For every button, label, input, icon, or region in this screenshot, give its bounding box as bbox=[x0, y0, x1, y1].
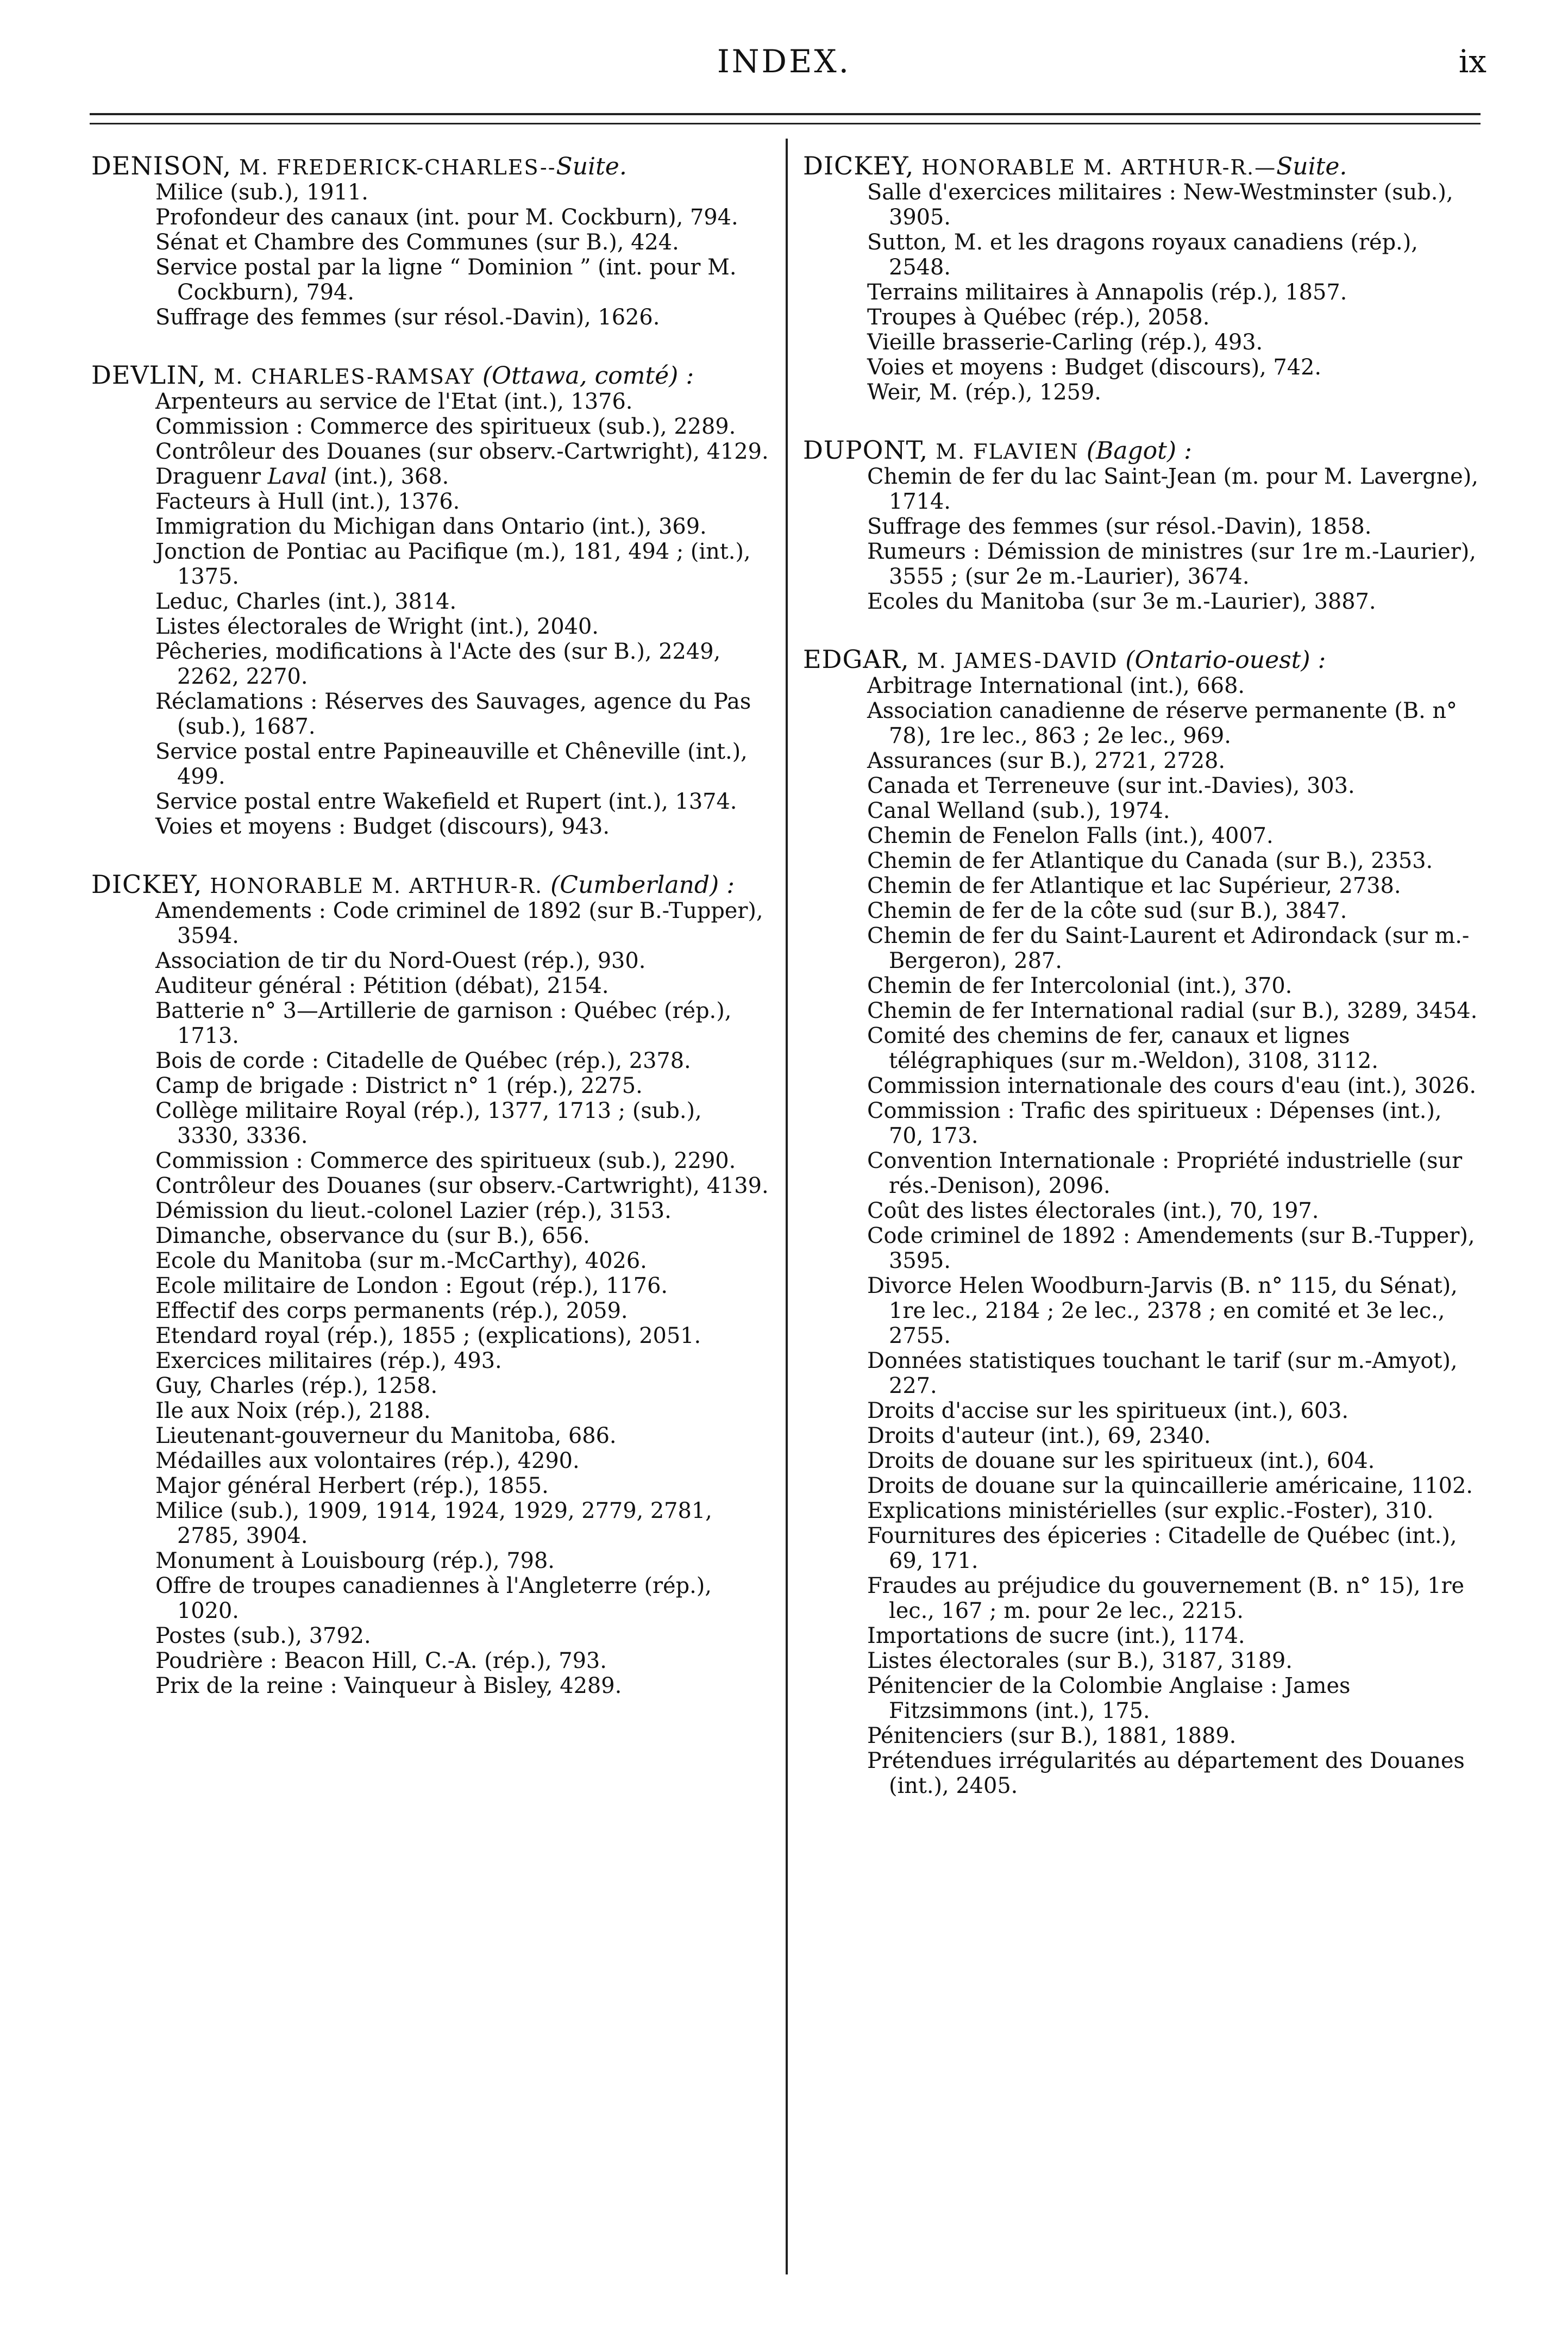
header-rule-top bbox=[90, 113, 1481, 115]
index-item: Fraudes au préjudice du gouvernement (B. n° 15), 1re lec., 167 ; m. pour 2e lec., 2215. bbox=[867, 1573, 1465, 1623]
index-item: Association canadienne de réserve permanente (B. n° 78), 1re lec., 863 ; 2e lec., 969. bbox=[867, 698, 1457, 748]
index-item: Voies et moyens : Budget (discours), 943. bbox=[155, 814, 610, 839]
entry-title: M. CHARLES-RAMSAY bbox=[214, 365, 475, 389]
index-item: Démission du lieut.-colonel Lazier (rép.), 3153. bbox=[155, 1198, 672, 1223]
index-item: Immigration du Michigan dans Ontario (int.), 369. bbox=[155, 514, 707, 539]
index-item: Auditeur général : Pétition (débat), 2154. bbox=[155, 973, 609, 998]
index-item: Ecole du Manitoba (sur m.-McCarthy), 4026. bbox=[155, 1248, 647, 1273]
index-item: Listes électorales (sur B.), 3187, 3189. bbox=[867, 1648, 1293, 1673]
entry-name: DICKEY, bbox=[91, 870, 203, 899]
index-item: Commission : Commerce des spiritueux (sub.), 2290. bbox=[155, 1148, 736, 1173]
index-item: Contrôleur des Douanes (sur observ.-Cartwright), 4129. bbox=[155, 439, 769, 464]
index-item: Chemin de fer du lac Saint-Jean (m. pour M. Lavergne), 1714. bbox=[867, 464, 1478, 514]
index-item: Importations de sucre (int.), 1174. bbox=[867, 1623, 1245, 1648]
index-item: Droits de douane sur la quincaillerie américaine, 1102. bbox=[867, 1473, 1473, 1498]
entry-riding: (Ottawa, comté) : bbox=[482, 362, 694, 390]
index-item: Médailles aux volontaires (rép.), 4290. bbox=[155, 1448, 580, 1473]
index-item: Collège militaire Royal (rép.), 1377, 1713 ; (sub.), 3330, 3336. bbox=[155, 1098, 702, 1148]
index-item: Suffrage des femmes (sur résol.-Davin), 1626. bbox=[155, 305, 660, 330]
index-item: Chemin de fer Atlantique et lac Supérieur, 2738. bbox=[867, 873, 1401, 898]
index-item: Suffrage des femmes (sur résol.-Davin), 1858. bbox=[867, 514, 1372, 539]
entry-title: M. FLAVIEN bbox=[936, 440, 1079, 464]
index-item: Droits de douane sur les spiritueux (int.), 604. bbox=[867, 1448, 1375, 1473]
index-item: Ile aux Noix (rép.), 2188. bbox=[155, 1398, 431, 1423]
entry-title: M. FREDERICK-CHARLES-- bbox=[239, 155, 556, 179]
entry-riding: (Bagot) : bbox=[1086, 437, 1192, 465]
entry-heading bbox=[803, 153, 1482, 180]
index-item: Droits d'accise sur les spiritueux (int.), 603. bbox=[867, 1398, 1349, 1423]
entry-name: DICKEY, bbox=[803, 151, 914, 180]
index-item: Droits d'auteur (int.), 69, 2340. bbox=[867, 1423, 1211, 1448]
index-item: Commission : Trafic des spiritueux : Dépenses (int.), 70, 173. bbox=[867, 1098, 1442, 1148]
index-item: Monument à Louisbourg (rép.), 798. bbox=[155, 1548, 555, 1573]
entry-name: DENISON, bbox=[91, 151, 232, 180]
entry-heading bbox=[803, 647, 1482, 673]
index-item: Troupes à Québec (rép.), 2058. bbox=[867, 305, 1210, 330]
index-item: Effectif des corps permanents (rép.), 2059. bbox=[155, 1298, 628, 1323]
entry-name: DEVLIN, bbox=[91, 360, 206, 390]
index-item: Offre de troupes canadiennes à l'Angleterre (rép.), 1020. bbox=[155, 1573, 712, 1623]
index-item: Sutton, M. et les dragons royaux canadiens (rép.), 2548. bbox=[867, 230, 1418, 280]
index-item: Coût des listes électorales (int.), 70, 197. bbox=[867, 1198, 1319, 1223]
column-divider bbox=[786, 139, 788, 2274]
index-item: Ecole militaire de London : Egout (rép.), 1176. bbox=[155, 1273, 668, 1298]
entry-name: DUPONT, bbox=[803, 435, 929, 465]
index-item: Chemin de fer du Saint-Laurent et Adirondack (sur m.-Bergeron), 287. bbox=[867, 923, 1470, 973]
index-item: Milice (sub.), 1911. bbox=[155, 180, 368, 205]
index-item: Commission internationale des cours d'eau (int.), 3026. bbox=[867, 1073, 1477, 1098]
index-item: Batterie n° 3—Artillerie de garnison : Québec (rép.), 1713. bbox=[155, 998, 732, 1048]
left-column bbox=[91, 153, 769, 1731]
header-rule-bottom bbox=[90, 123, 1481, 124]
index-item: Assurances (sur B.), 2721, 2728. bbox=[867, 748, 1225, 773]
index-item: Chemin de fer Intercolonial (int.), 370. bbox=[867, 973, 1293, 998]
index-item: Chemin de fer Atlantique du Canada (sur B.), 2353. bbox=[867, 848, 1433, 873]
index-item: Facteurs à Hull (int.), 1376. bbox=[155, 489, 460, 514]
index-item: Rumeurs : Démission de ministres (sur 1re m.-Laurier), 3555 ; (sur 2e m.-Laurier), 3674. bbox=[867, 539, 1476, 589]
index-item: Camp de brigade : District n° 1 (rép.), 2275. bbox=[155, 1073, 643, 1098]
entry-title: M. JAMES-DAVID bbox=[917, 649, 1118, 673]
index-item: Commission : Commerce des spiritueux (sub.), 2289. bbox=[155, 414, 736, 439]
index-item: Association de tir du Nord-Ouest (rép.), 930. bbox=[155, 948, 646, 973]
index-item: Canal Welland (sub.), 1974. bbox=[867, 798, 1170, 823]
entry-dupont bbox=[803, 435, 1482, 614]
entry-heading bbox=[91, 362, 769, 389]
index-item-text: (int.), 368. bbox=[327, 464, 449, 489]
index-item: Etendard royal (rép.), 1855 ; (explications), 2051. bbox=[155, 1323, 701, 1348]
index-item: Arpenteurs au service de l'Etat (int.), 1376. bbox=[155, 389, 633, 414]
index-item: Convention Internationale : Propriété industrielle (sur rés.-Denison), 2096. bbox=[867, 1148, 1463, 1198]
index-item: Major général Herbert (rép.), 1855. bbox=[155, 1473, 549, 1498]
index-item: Contrôleur des Douanes (sur observ.-Cartwright), 4139. bbox=[155, 1173, 769, 1198]
index-item: Prétendues irrégularités au département des Douanes (int.), 2405. bbox=[867, 1748, 1465, 1798]
index-item: Lieutenant-gouverneur du Manitoba, 686. bbox=[155, 1423, 617, 1448]
index-item: Listes électorales de Wright (int.), 2040. bbox=[155, 614, 599, 639]
index-item: Amendements : Code criminel de 1892 (sur B.-Tupper), 3594. bbox=[155, 898, 763, 948]
index-item: Sénat et Chambre des Communes (sur B.), 424. bbox=[155, 230, 679, 255]
vessel-name: Laval bbox=[267, 464, 327, 489]
entry-name: EDGAR, bbox=[803, 645, 910, 674]
entry-title: HONORABLE M. ARTHUR-R. bbox=[210, 874, 543, 898]
index-item: Code criminel de 1892 : Amendements (sur B.-Tupper), 3595. bbox=[867, 1223, 1475, 1273]
index-item: Weir, M. (rép.), 1259. bbox=[867, 380, 1101, 405]
entry-riding: (Cumberland) : bbox=[550, 871, 735, 899]
index-item-text: Draguenr bbox=[155, 464, 268, 489]
index-item: Service postal entre Papineauville et Chêneville (int.), 499. bbox=[155, 739, 748, 789]
entry-edgar bbox=[803, 647, 1482, 1798]
index-item: Exercices militaires (rép.), 493. bbox=[155, 1348, 502, 1373]
index-item: Terrains militaires à Annapolis (rép.), 1857. bbox=[867, 280, 1347, 305]
index-item: Dimanche, observance du (sur B.), 656. bbox=[155, 1223, 590, 1248]
index-item: Service postal entre Wakefield et Rupert (int.), 1374. bbox=[155, 789, 737, 814]
index-item: Voies et moyens : Budget (discours), 742. bbox=[867, 355, 1322, 380]
index-item: Milice (sub.), 1909, 1914, 1924, 1929, 2779, 2781, 2785, 3904. bbox=[155, 1498, 712, 1548]
index-item: Données statistiques touchant le tarif (sur m.-Amyot), 227. bbox=[867, 1348, 1458, 1398]
page-title: INDEX. bbox=[717, 43, 851, 80]
page-number: ix bbox=[1458, 43, 1487, 80]
index-item: Pénitenciers (sur B.), 1881, 1889. bbox=[867, 1723, 1237, 1748]
index-item: Pénitencier de la Colombie Anglaise : James Fitzsimmons (int.), 175. bbox=[867, 1673, 1351, 1723]
index-item: Service postal par la ligne “ Dominion ” (int. pour M. Cockburn), 794. bbox=[155, 255, 737, 305]
index-item: Profondeur des canaux (int. pour M. Cockburn), 794. bbox=[155, 205, 738, 230]
index-item: Vieille brasserie-Carling (rép.), 493. bbox=[867, 330, 1263, 355]
entry-title: HONORABLE M. ARTHUR-R.— bbox=[921, 155, 1277, 179]
index-item: Divorce Helen Woodburn-Jarvis (B. n° 115, du Sénat), 1re lec., 2184 ; 2e lec., 2378 ; en comité et 3e lec., 2755. bbox=[867, 1273, 1458, 1348]
index-item: Bois de corde : Citadelle de Québec (rép.), 2378. bbox=[155, 1048, 691, 1073]
index-item: Chemin de fer International radial (sur B.), 3289, 3454. bbox=[867, 998, 1478, 1023]
entry-suffix: Suite. bbox=[556, 153, 627, 180]
index-item: Chemin de Fenelon Falls (int.), 4007. bbox=[867, 823, 1274, 848]
index-item: Salle d'exercices militaires : New-Westminster (sub.), 3905. bbox=[867, 180, 1453, 230]
entry-heading bbox=[803, 435, 1482, 465]
entry-heading bbox=[91, 153, 769, 180]
right-column bbox=[803, 153, 1482, 1831]
index-item: Jonction de Pontiac au Pacifique (m.), 181, 494 ; (int.), 1375. bbox=[155, 539, 751, 589]
entry-denison bbox=[91, 153, 769, 330]
index-item: Fournitures des épiceries : Citadelle de Québec (int.), 69, 171. bbox=[867, 1523, 1457, 1573]
index-item: Poudrière : Beacon Hill, C.-A. (rép.), 793. bbox=[155, 1648, 607, 1673]
index-item: Prix de la reine : Vainqueur à Bisley, 4289. bbox=[155, 1673, 622, 1698]
entry-dickey bbox=[91, 872, 769, 1698]
index-item: Comité des chemins de fer, canaux et lignes télégraphiques (sur m.-Weldon), 3108, 3112. bbox=[867, 1023, 1378, 1073]
entry-dickey-suite bbox=[803, 153, 1482, 405]
index-item: Arbitrage International (int.), 668. bbox=[867, 673, 1245, 698]
index-item: Pêcheries, modifications à l'Acte des (sur B.), 2249, 2262, 2270. bbox=[155, 639, 721, 689]
index-item: Explications ministérielles (sur explic.-Foster), 310. bbox=[867, 1498, 1434, 1523]
index-item: Réclamations : Réserves des Sauvages, agence du Pas (sub.), 1687. bbox=[155, 689, 751, 739]
index-item: Guy, Charles (rép.), 1258. bbox=[155, 1373, 438, 1398]
entry-riding: (Ontario-ouest) : bbox=[1125, 646, 1326, 674]
index-item: Leduc, Charles (int.), 3814. bbox=[155, 589, 457, 614]
entry-heading bbox=[91, 872, 769, 898]
index-item: Postes (sub.), 3792. bbox=[155, 1623, 371, 1648]
index-item: Canada et Terreneuve (sur int.-Davies), 303. bbox=[867, 773, 1355, 798]
entry-suffix: Suite. bbox=[1276, 153, 1347, 180]
entry-devlin bbox=[91, 362, 769, 839]
index-item: Ecoles du Manitoba (sur 3e m.-Laurier), 3887. bbox=[867, 589, 1376, 614]
index-item: Chemin de fer de la côte sud (sur B.), 3847. bbox=[867, 898, 1347, 923]
index-item bbox=[91, 464, 769, 489]
